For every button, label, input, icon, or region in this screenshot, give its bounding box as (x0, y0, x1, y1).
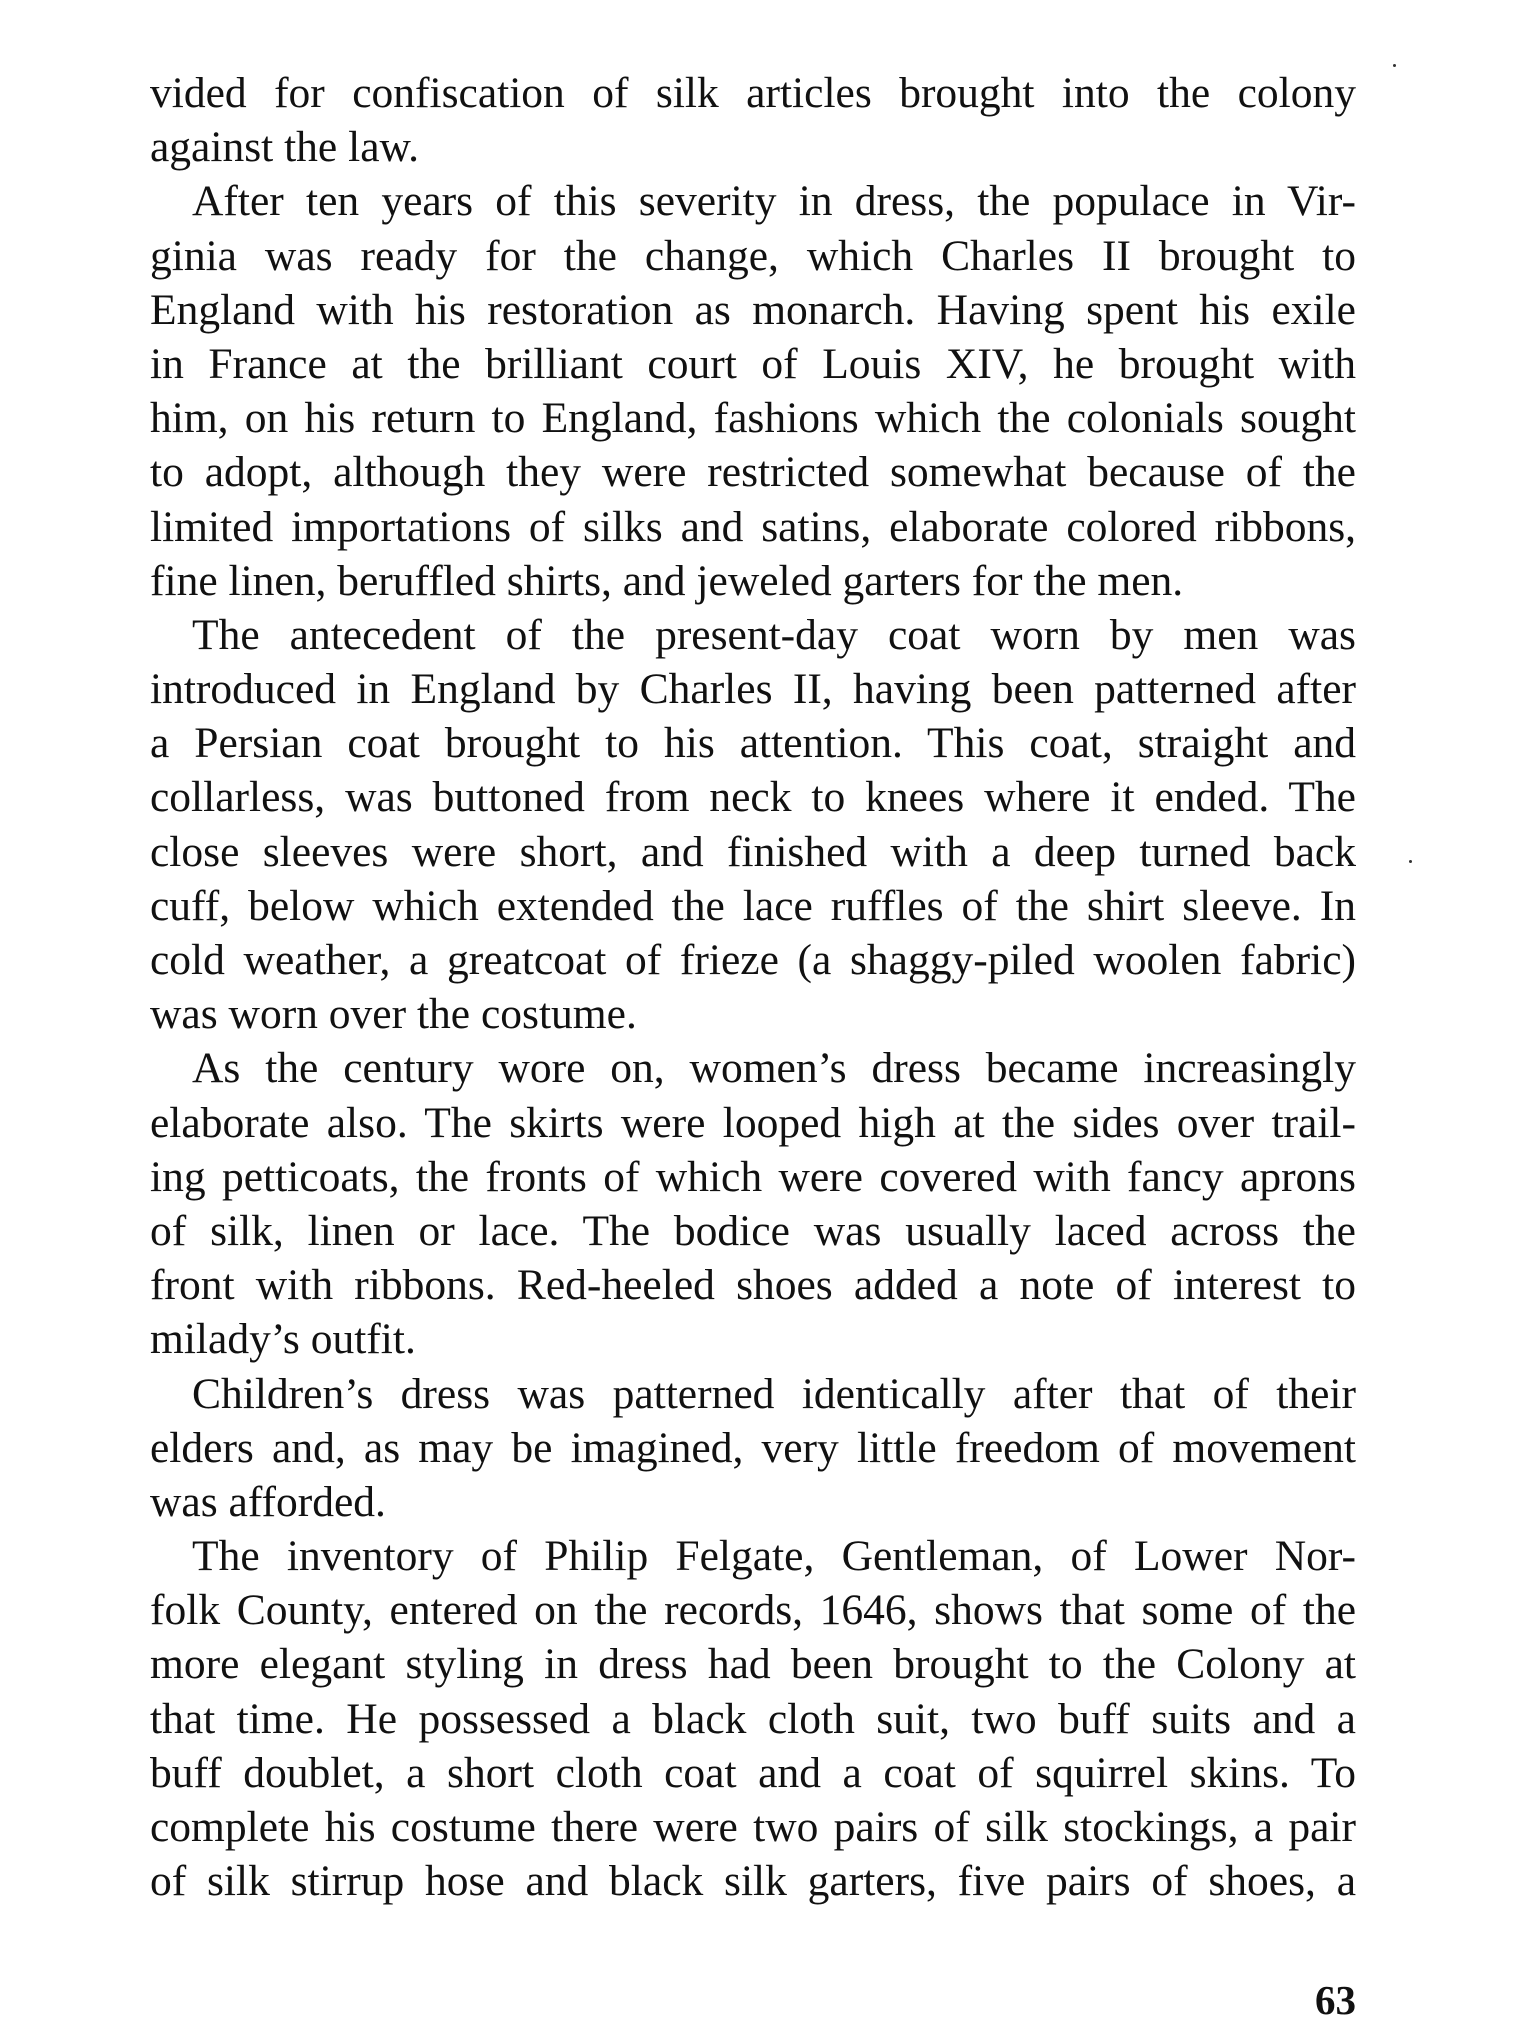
text-line: that time. He possessed a black cloth suit, two buff suits and a (150, 1694, 1356, 1743)
text-line: of silk stirrup hose and black silk garters, five pairs of shoes, a (150, 1857, 1356, 1906)
print-speck (1409, 860, 1412, 863)
text-line: buff doublet, a short cloth coat and a coat of squirrel skins. To (150, 1748, 1356, 1797)
text-line: complete his costume there were two pairs of silk stockings, a pair (150, 1803, 1356, 1851)
print-speck (1393, 64, 1396, 67)
text-line: elders and, as may be imagined, very little freedom of movement (150, 1423, 1356, 1472)
text-line: cuff, below which extended the lace ruffles of the shirt sleeve. In (150, 881, 1356, 930)
text-line: milady’s outfit. (150, 1315, 416, 1364)
text-line: was worn over the costume. (150, 990, 637, 1039)
text-line: to adopt, although they were restricted somewhat because of the (150, 448, 1356, 497)
text-line: elaborate also. The skirts were looped high at the sides over trail- (150, 1098, 1356, 1147)
text-line: a Persian coat brought to his attention. This coat, straight and (150, 719, 1356, 768)
text-line: fine linen, beruffled shirts, and jeweled garters for the men. (150, 556, 1184, 605)
text-line: him, on his return to England, fashions which the colonials sought (150, 394, 1356, 443)
page-number: 63 (1315, 1977, 1356, 2023)
text-line: ing petticoats, the fronts of which were covered with fancy aprons (150, 1152, 1356, 1201)
text-line: Children’s dress was patterned identically after that of their (192, 1369, 1356, 1418)
text-line: The antecedent of the present-day coat worn by men was (192, 610, 1356, 659)
text-line: cold weather, a greatcoat of frieze (a shaggy-piled woolen fabric) (150, 936, 1356, 984)
body-text (150, 66, 1356, 1908)
text-line: against the law. (150, 123, 419, 172)
text-line: collarless, was buttoned from neck to knees where it ended. The (150, 773, 1356, 822)
text-line: front with ribbons. Red-heeled shoes added a note of interest to (150, 1261, 1356, 1310)
text-line: more elegant styling in dress had been brought to the Colony at (150, 1640, 1356, 1689)
text-line: of silk, linen or lace. The bodice was usually laced across the (150, 1206, 1356, 1255)
text-line: folk County, entered on the records, 1646, shows that some of the (150, 1586, 1356, 1635)
text-line: limited importations of silks and satins, elaborate colored ribbons, (150, 502, 1356, 551)
text-line: After ten years of this severity in dress, the populace in Vir- (192, 177, 1356, 226)
text-line: introduced in England by Charles II, having been patterned after (150, 665, 1356, 714)
text-line: ginia was ready for the change, which Charles II brought to (150, 231, 1356, 280)
text-line: The inventory of Philip Felgate, Gentleman, of Lower Nor- (192, 1532, 1356, 1581)
text-line: in France at the brilliant court of Louis XIV, he brought with (150, 339, 1356, 388)
text-line: vided for confiscation of silk articles brought into the colony (150, 69, 1356, 117)
text-line: As the century wore on, women’s dress became increasingly (192, 1044, 1356, 1093)
text-line: close sleeves were short, and finished with a deep turned back (150, 827, 1356, 876)
text-line: England with his restoration as monarch. Having spent his exile (150, 285, 1356, 334)
text-line: was afforded. (150, 1477, 386, 1526)
